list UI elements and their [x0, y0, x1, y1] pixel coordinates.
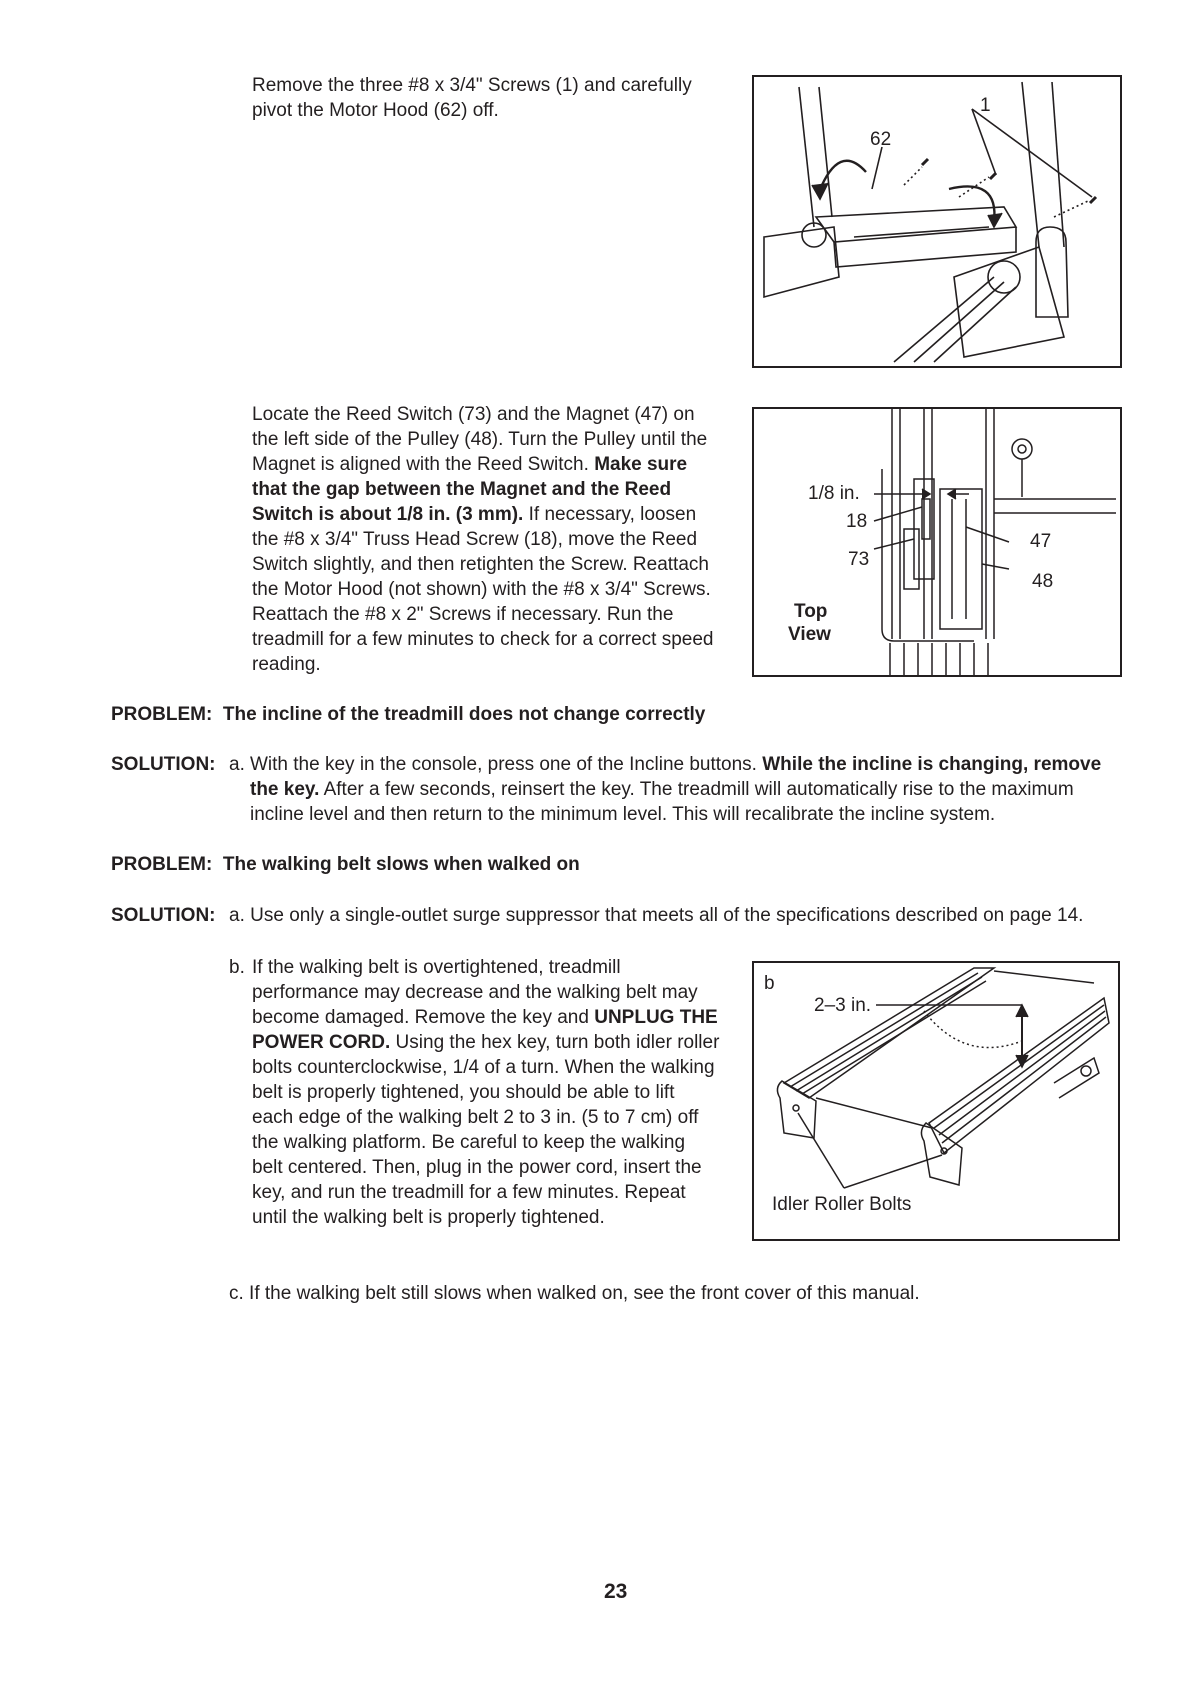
- step2-text: [252, 402, 720, 677]
- step2-text-bold: Make sure that the gap between the Magnet and the Reed Switch is about 1/8 in. (3 mm).: [252, 454, 688, 525]
- solution2-label: SOLUTION:: [111, 905, 216, 926]
- idler-roller-bolts-callout: Idler Roller Bolts: [772, 1194, 912, 1215]
- reed-switch-callout: 73: [848, 549, 870, 570]
- figure-letter-b: b: [764, 973, 775, 994]
- belt-tension-figure: [752, 961, 1120, 1241]
- solution2-b-bold: UNPLUG THE POWER CORD.: [252, 1007, 718, 1053]
- problem2-title: The walking belt slows when walked on: [222, 854, 580, 875]
- solution2-c: c. If the walking belt still slows when walked on, see the front cover of this manual.: [229, 1283, 920, 1304]
- solution2-b-prefix: b.: [229, 957, 245, 978]
- solution1-a-pre: With the key in the console, press one of the Incline buttons.: [250, 754, 763, 775]
- step2-text-post: If necessary, loosen the #8 x 3/4" Truss Head Screw (18), move the Reed Switch slightly, and then retighten the Screw. Reattach the Motor Hood (not shown) with the #8 x 3/4" Screws. Reattach the #8 x 2" Screws if necessary. Run the treadmill for a few minutes to check for a correct speed reading.: [252, 504, 714, 675]
- reed-switch-figure: [752, 407, 1122, 677]
- problem2-heading: [111, 852, 580, 877]
- solution1-a-bold: While the incline is changing, remove the key.: [250, 754, 1102, 800]
- solution2-b-post: Using the hex key, turn both idler roller bolts counterclockwise, 1/4 of a turn. When the walking belt is properly tightened, you should be able to lift each edge of the walking belt 2 to 3 in. (5 to 7 cm) off the walking platform. Be careful to keep the walking belt centered. Then, plug in the power cord, insert the key, and run the treadmill for a few minutes. Repeat until the walking belt is properly tightened.: [252, 1032, 720, 1228]
- problem1-title: The incline of the treadmill does not change correctly: [222, 704, 706, 725]
- pulley-callout: 48: [1032, 571, 1054, 592]
- view-label-view: View: [788, 624, 831, 645]
- screws-callout: 1: [980, 95, 991, 116]
- solution2-b-text: [252, 955, 720, 1230]
- solution1-a-text: [250, 752, 1120, 827]
- gap-callout: 1/8 in.: [808, 483, 860, 504]
- solution1-a-post: After a few seconds, reinsert the key. The treadmill will automatically rise to the maximum incline level and then return to the minimum level. This will recalibrate the incline system.: [250, 779, 1074, 825]
- hood-callout: 62: [870, 129, 892, 150]
- solution2-a: a. Use only a single-outlet surge suppressor that meets all of the specifications described on page 14.: [229, 905, 1084, 926]
- problem1-label: PROBLEM:: [111, 704, 213, 725]
- motor-hood-drawing: [754, 77, 1120, 366]
- step2-text-pre: Locate the Reed Switch (73) and the Magnet (47) on the left side of the Pulley (48). Turn the Pulley until the Magnet is aligned with the Reed Switch.: [252, 404, 708, 475]
- problem2-label: PROBLEM:: [111, 854, 213, 875]
- magnet-callout: 47: [1030, 531, 1052, 552]
- step1-text: Remove the three #8 x 3/4" Screws (1) and carefully pivot the Motor Hood (62) off.: [252, 75, 692, 121]
- solution1-label: SOLUTION:: [111, 754, 216, 775]
- screw-18-callout: 18: [846, 511, 868, 532]
- motor-hood-figure: [752, 75, 1122, 368]
- solution2-b-pre: If the walking belt is overtightened, treadmill performance may decrease and the walking belt may become damaged. Remove the key and: [252, 957, 698, 1028]
- page-number: 23: [604, 1580, 628, 1603]
- solution1-a-prefix: a.: [229, 754, 245, 775]
- lift-callout: 2–3 in.: [814, 995, 872, 1016]
- problem1-heading: [111, 702, 705, 727]
- view-label-top: Top: [794, 601, 828, 622]
